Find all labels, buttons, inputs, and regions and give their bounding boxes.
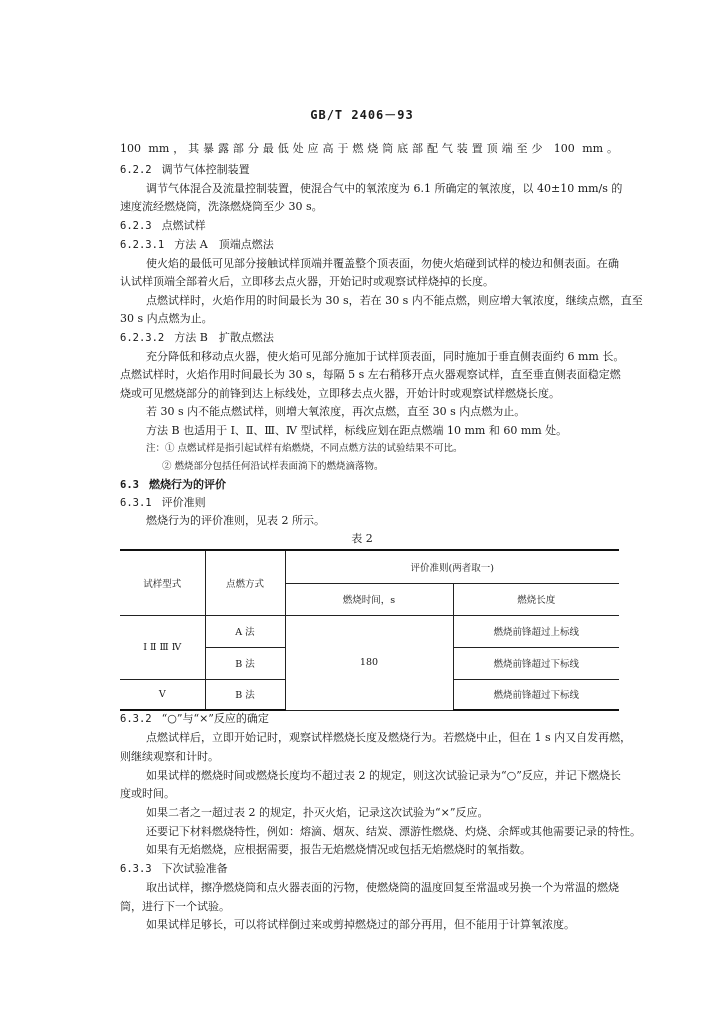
paragraph-line: 方法 B 也适用于 Ⅰ、Ⅱ、Ⅲ、Ⅳ 型试样，标线应划在距点燃端 10 mm 和 60 mm 处。 — [146, 424, 568, 437]
section-heading-6-3 — [120, 478, 226, 492]
paragraph-line: 度或时间。 — [120, 787, 175, 800]
section-title: 方法 A 顶端点燃法 — [174, 238, 274, 251]
table-header-cell: 点燃方式 — [205, 550, 285, 615]
section-heading-6-2-3-2 — [120, 331, 274, 345]
paragraph-line: 若 30 s 内不能点燃试样，则增大氧浓度，再次点燃，直至 30 s 内点燃为止。 — [146, 405, 526, 418]
table-cell: 燃烧前锋超过下标线 — [453, 647, 619, 679]
paragraph-line: 筒，进行下一个试验。 — [120, 900, 230, 913]
table-cell: Ⅴ — [120, 679, 205, 710]
paragraph-line: 则继续观察和计时。 — [120, 750, 219, 763]
paragraph-line: 如果试样的燃烧时间或燃烧长度均不超过表 2 的规定，则这次试验记录为“○”反应，并记下燃烧长 — [146, 769, 621, 782]
table-cell: Ⅰ Ⅱ Ⅲ Ⅳ — [120, 615, 205, 679]
note-line-2: ② 燃烧部分包括任何沿试样表面淌下的燃烧滴落物。 — [162, 461, 384, 472]
section-title: 下次试验准备 — [161, 862, 228, 875]
section-number: 6.3 — [120, 479, 139, 491]
table-cell: A 法 — [205, 615, 285, 647]
evaluation-criteria-table — [120, 549, 619, 711]
paragraph-line: 使火焰的最低可见部分接触试样顶端并覆盖整个顶表面，勿使火焰碰到试样的棱边和侧表面。在确 — [146, 257, 619, 270]
paragraph-line: 取出试样，擦净燃烧筒和点火器表面的污物，使燃烧筒的温度回复至常温或另换一个为常温的燃烧 — [146, 881, 619, 894]
section-heading-6-3-2 — [120, 712, 269, 726]
paragraph-line: 速度流经燃烧筒，洗涤燃烧筒至少 30 s。 — [120, 200, 323, 213]
paragraph-line: 充分降低和移动点火器，使火焰可见部分施加于试样顶表面，同时施加于垂直侧表面约 6 mm 长。 — [146, 350, 625, 363]
paragraph-line: 如果试样足够长，可以将试样倒过来或剪掉燃烧过的部分再用，但不能用于计算氧浓度。 — [146, 918, 575, 931]
section-number: 6.3.1 — [120, 497, 152, 509]
paragraph-line: 30 s 内点燃为止。 — [120, 312, 213, 325]
paragraph-line: 点燃试样后，立即开始记时，观察试样燃烧长度及燃烧行为。若燃烧中止，但在 1 s 内又自发再燃， — [146, 731, 632, 744]
table-header-cell: 燃烧长度 — [453, 583, 619, 615]
section-title: 方法 B 扩散点燃法 — [174, 331, 274, 344]
paragraph-line: 如果二者之一超过表 2 的规定，扑灭火焰，记录这次试验为“×”反应。 — [146, 806, 489, 819]
section-heading-6-3-1 — [120, 496, 206, 510]
section-title: 点燃试样 — [161, 219, 206, 232]
paragraph-line: 调节气体混合及流量控制装置，使混合气中的氧浓度为 6.1 所确定的氧浓度，以 40±10 mm/s 的 — [146, 182, 623, 195]
paragraph-line: 如果有无焰燃烧，应根据需要，报告无焰燃烧情况或包括无焰燃烧时的氧指数。 — [146, 843, 531, 856]
standard-header: GB/T 2406－93 — [310, 108, 414, 122]
table-cell: 燃烧前锋超过上标线 — [453, 615, 619, 647]
paragraph-line: 认试样顶端全部着火后，立即移去点火器，开始记时或观察试样烧掉的长度。 — [120, 275, 494, 288]
section-heading-6-2-3-1 — [120, 238, 274, 252]
paragraph-line: 燃烧行为的评价准则，见表 2 所示。 — [146, 514, 325, 527]
table-header-cell: 试样型式 — [120, 550, 205, 615]
section-heading-6-2-2 — [120, 163, 250, 177]
note-line-1: 注：① 点燃试样是指引起试样有焰燃烧，不同点燃方法的试验结果不可比。 — [146, 443, 463, 454]
section-title: 燃烧行为的评价 — [148, 478, 226, 491]
table-cell: 燃烧前锋超过下标线 — [453, 679, 619, 710]
section-number: 6.3.3 — [120, 863, 152, 875]
paragraph-line: 还要记下材料燃烧特性，例如：熔滴、烟灰、结炭、漂游性燃烧、灼烧、余辉或其他需要记录的特性。 — [146, 825, 641, 838]
section-title: 评价准则 — [161, 496, 206, 509]
table-caption: 表 2 — [351, 532, 373, 545]
section-heading-6-2-3 — [120, 219, 206, 233]
paragraph-line: 烧或可见燃烧部分的前锋到达上标线处，立即移去点火器，开始计时或观察试样燃烧长度。 — [120, 387, 560, 400]
section-title: 调节气体控制装置 — [161, 163, 250, 176]
section-number: 6.2.2 — [120, 164, 152, 176]
table-header-cell: 燃烧时间，s — [285, 583, 453, 615]
table-cell: B 法 — [205, 647, 285, 679]
section-number: 6.2.3.1 — [120, 239, 165, 251]
table-cell: 180 — [285, 615, 453, 710]
section-number: 6.3.2 — [120, 713, 152, 725]
section-number: 6.2.3.2 — [120, 332, 165, 344]
paragraph-line: 点燃试样时，火焰作用时间最长为 30 s，每隔 5 s 左右稍移开点火器观察试样，直至垂直侧表面稳定燃 — [120, 368, 621, 381]
paragraph-line: 点燃试样时，火焰作用的时间最长为 30 s，若在 30 s 内不能点燃，则应增大氧浓度，继续点燃，直至 — [146, 294, 643, 307]
section-number: 6.2.3 — [120, 220, 152, 232]
table-cell: B 法 — [205, 679, 285, 710]
section-heading-6-3-3 — [120, 862, 228, 876]
paragraph-line: 100 mm，其暴露部分最低处应高于燃烧筒底部配气装置顶端至少 100 mm。 — [120, 142, 618, 155]
section-title: “○”与“×”反应的确定 — [161, 712, 269, 725]
table-header-cell: 评价准则(两者取一) — [285, 550, 619, 583]
